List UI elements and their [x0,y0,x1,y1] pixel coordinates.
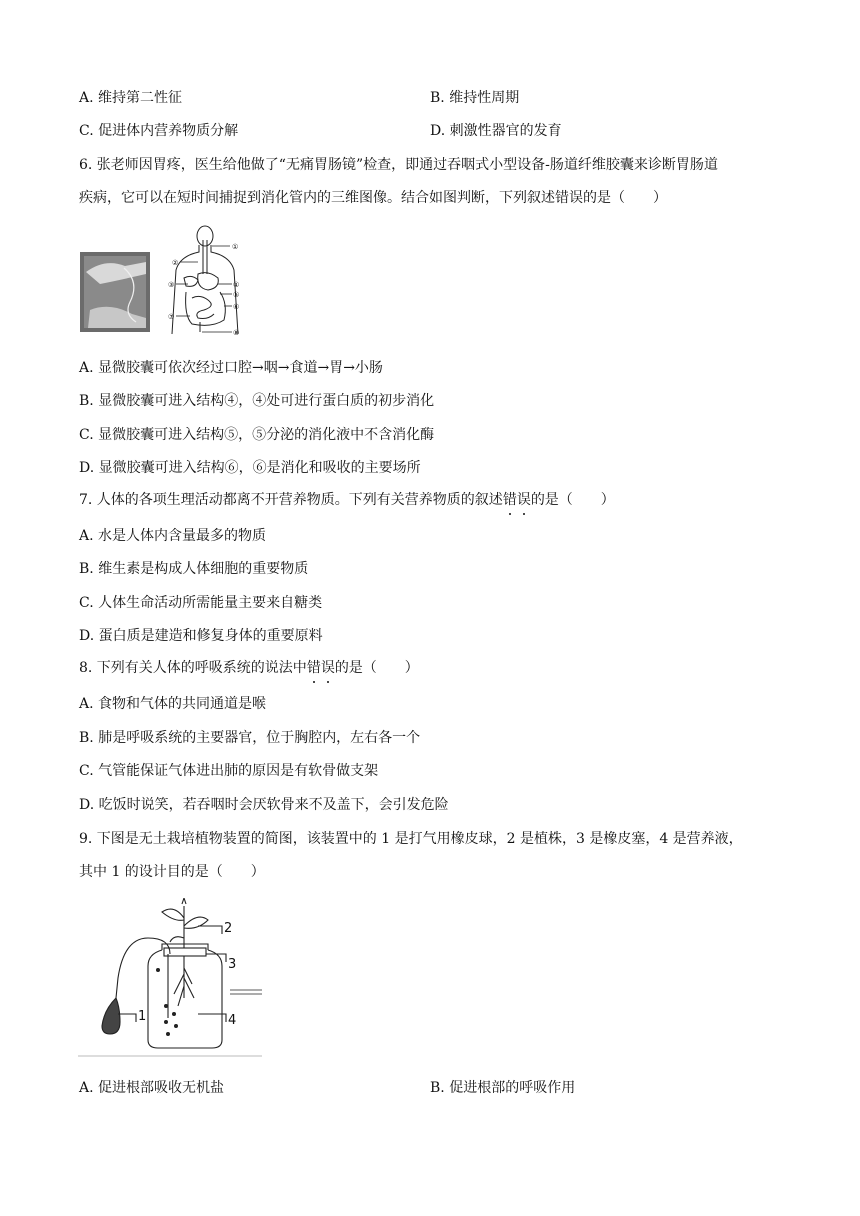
q8-stem-pre: 8. 下列有关人体的呼吸系统的说法中 [79,660,307,676]
q6-option-a: A. 显微胶囊可依次经过口腔→咽→食道→胃→小肠 [79,360,383,376]
q9-option-a: A. 促进根部吸收无机盐 [79,1080,225,1096]
q5-option-a: A. 维持第二性征 [79,90,183,106]
q7-stem-pre: 7. 人体的各项生理活动都离不开营养物质。下列有关营养物质的叙述 [79,492,503,508]
q5-option-b: B. 维持性周期 [430,90,520,106]
capsule-endoscopy-figure [80,222,250,342]
q5-option-d: D. 刺激性器官的发育 [430,123,562,139]
q8-option-c: C. 气管能保证气体进出肺的原因是有软骨做支架 [79,763,379,779]
body-diagram [172,226,238,334]
q9-stem-line2: 其中 1 的设计目的是（ ） [79,864,265,880]
q7-option-c: C. 人体生命活动所需能量主要来自糖类 [79,595,323,611]
figure-label-5: ⑤ [233,291,240,299]
q7-stem-emphasis-1: 错 [502,492,517,508]
q9-option-b: B. 促进根部的呼吸作用 [430,1080,576,1096]
q7-stem-emphasis-2: 误 [516,492,531,508]
q6-stem-line1: 6. 张老师因胃疼，医生给他做了“无痛胃肠镜”检查，即通过吞咽式小型设备-肠道纤维胶囊来诊断胃肠道 [79,157,718,173]
figure-label-3: 3 [228,957,237,972]
q8-option-a: A. 食物和气体的共同通道是喉 [79,696,267,712]
figure-label-4: ④ [233,281,240,289]
figure-label-3: ③ [168,281,175,289]
figure-label-6: ⑥ [233,303,240,311]
q6-option-b: B. 显微胶囊可进入结构④，④处可进行蛋白质的初步消化 [79,393,435,409]
q9-stem-line1: 9. 下图是无土栽培植物装置的简图，该装置中的 1 是打气用橡皮球，2 是植株，3 是橡皮塞，4 是营养液， [79,831,743,847]
q6-figure [80,222,250,342]
figure-label-7: ⑦ [168,313,175,321]
figure-label-8: ⑧ [233,329,240,337]
jar-apparatus [102,898,262,1048]
q8-stem-emphasis-2: 误 [320,660,335,676]
q6-option-c: C. 显微胶囊可进入结构⑤，⑤分泌的消化液中不含消化酶 [79,427,435,443]
q7-stem-post: 的是（ ） [530,492,615,508]
q7-option-d: D. 蛋白质是建造和修复身体的重要原料 [79,628,323,644]
q7-stem [79,490,615,510]
q8-stem-post: 的是（ ） [334,660,419,676]
q8-stem-emphasis-1: 错 [306,660,321,676]
figure-label-1: 1 [138,1009,147,1024]
soilless-culture-figure [78,898,262,1058]
figure-label-2: 2 [224,921,233,936]
q7-option-a: A. 水是人体内含量最多的物质 [79,528,267,544]
q7-option-b: B. 维生素是构成人体细胞的重要物质 [79,561,309,577]
q6-stem-line2: 疾病，它可以在短时间捕捉到消化管内的三维图像。结合如图判断，下列叙述错误的是（ ） [79,190,667,206]
figure-label-2: ② [172,259,179,267]
figure-label-4: 4 [228,1013,237,1028]
q6-option-d: D. 显微胶囊可进入结构⑥，⑥是消化和吸收的主要场所 [79,460,421,476]
q8-stem [79,658,419,678]
q8-option-b: B. 肺是呼吸系统的主要器官，位于胸腔内，左右各一个 [79,730,421,746]
figure-label-1: ① [232,243,239,251]
q5-option-c: C. 促进体内营养物质分解 [79,123,239,139]
q9-figure [78,898,262,1058]
q8-option-d: D. 吃饭时说笑，若吞咽时会厌软骨来不及盖下，会引发危险 [79,797,449,813]
